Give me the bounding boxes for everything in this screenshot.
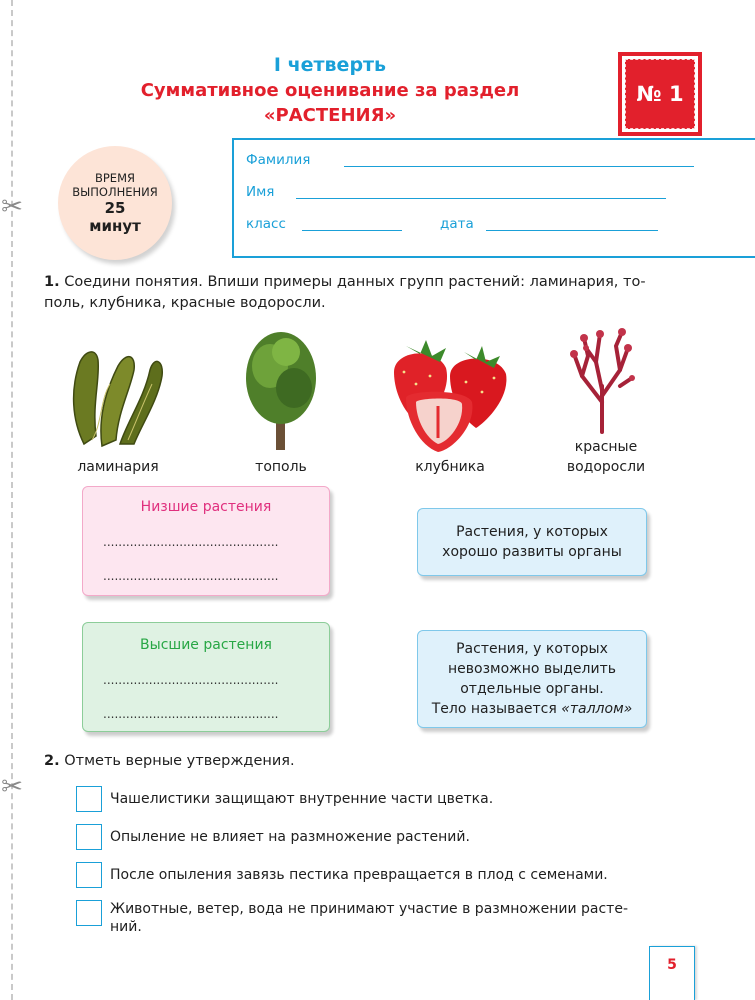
higher-plants-title: Высшие растения xyxy=(140,637,272,653)
description2-line4-prefix: Тело называется xyxy=(431,701,562,717)
plant-label-strawberry: клубника xyxy=(415,459,485,475)
description-box-developed-organs xyxy=(417,508,647,576)
red-algae-icon xyxy=(566,326,636,434)
date-field[interactable] xyxy=(486,230,658,231)
higher-plants-box xyxy=(82,622,330,732)
time-unit: минут xyxy=(89,217,141,235)
statement-3: После опыления завязь пестика превращается в плод с семенами. xyxy=(110,867,608,883)
thallus-term: «таллом» xyxy=(561,701,633,717)
assessment-number-badge: № 1 xyxy=(622,56,698,132)
scissors-icon: ✂ xyxy=(1,192,23,222)
description2-line2: невозможно выделить xyxy=(448,661,616,677)
time-value: 25 xyxy=(104,199,126,217)
time-label-line2: ВЫПОЛНЕНИЯ xyxy=(72,185,158,199)
task2-number: 2. xyxy=(44,753,60,769)
time-label-line1: ВРЕМЯ xyxy=(94,171,135,185)
statement-1: Чашелистики защищают внутренние части цветка. xyxy=(110,791,494,807)
class-label: класс xyxy=(246,216,286,232)
quarter-label: I четверть xyxy=(273,54,387,76)
tree-icon xyxy=(242,326,320,452)
lower-plants-title: Низшие растения xyxy=(140,499,272,515)
scissors-icon: ✂ xyxy=(1,772,23,802)
lower-plants-box xyxy=(82,486,330,596)
task1-instruction xyxy=(44,272,704,293)
higher-plants-answer-line2[interactable]: .............................................. xyxy=(103,707,279,721)
description1-line2: хорошо развиты органы xyxy=(442,544,622,560)
lower-plants-answer-line1[interactable]: .............................................. xyxy=(103,535,279,549)
statement-2: Опыление не влияет на размножение растений. xyxy=(110,829,470,845)
description1-line1: Растения, у которых xyxy=(456,524,608,540)
statement-checkbox-4[interactable] xyxy=(76,900,102,926)
task2-text: Отметь верные утверждения. xyxy=(64,753,295,769)
name-field[interactable] xyxy=(296,198,666,199)
description2-line1: Растения, у которых xyxy=(456,641,608,657)
class-field[interactable] xyxy=(302,230,402,231)
time-badge xyxy=(58,146,172,260)
student-info-box xyxy=(232,138,755,258)
task1-text-line2: поль, клубника, красные водоросли. xyxy=(44,295,326,311)
lower-plants-answer-line2[interactable]: .............................................. xyxy=(103,569,279,583)
statement-4-line2: ний. xyxy=(110,919,142,935)
plant-label-red-algae-line2: водоросли xyxy=(566,459,646,475)
description2-line4 xyxy=(418,699,646,719)
higher-plants-answer-line1[interactable]: .............................................. xyxy=(103,673,279,687)
statement-4-line1: Животные, ветер, вода не принимают участие в размножении расте- xyxy=(110,901,629,917)
description2-line3: отдельные органы. xyxy=(460,681,604,697)
task1-text-line1: Соедини понятия. Впиши примеры данных групп растений: ламинария, то- xyxy=(64,274,646,290)
kelp-icon xyxy=(62,340,174,452)
name-label: Имя xyxy=(246,184,275,200)
surname-label: Фамилия xyxy=(246,152,311,168)
statement-checkbox-3[interactable] xyxy=(76,862,102,888)
task2-instruction xyxy=(44,751,704,772)
plant-label-red-algae-line1: красные xyxy=(574,439,638,455)
page-title: Суммативное оценивание за раздел xyxy=(140,80,520,101)
plant-label-kelp: ламинария xyxy=(77,459,159,475)
cut-line xyxy=(11,0,13,1000)
task1-number: 1. xyxy=(44,274,60,290)
page-subtitle: «РАСТЕНИЯ» xyxy=(263,105,397,126)
plant-label-poplar: тополь xyxy=(255,459,307,475)
strawberry-icon xyxy=(386,332,516,454)
page-number: 5 xyxy=(649,946,695,1000)
statement-checkbox-2[interactable] xyxy=(76,824,102,850)
statement-checkbox-1[interactable] xyxy=(76,786,102,812)
description-box-thallus xyxy=(417,630,647,728)
surname-field[interactable] xyxy=(344,166,694,167)
date-label: дата xyxy=(440,216,474,232)
